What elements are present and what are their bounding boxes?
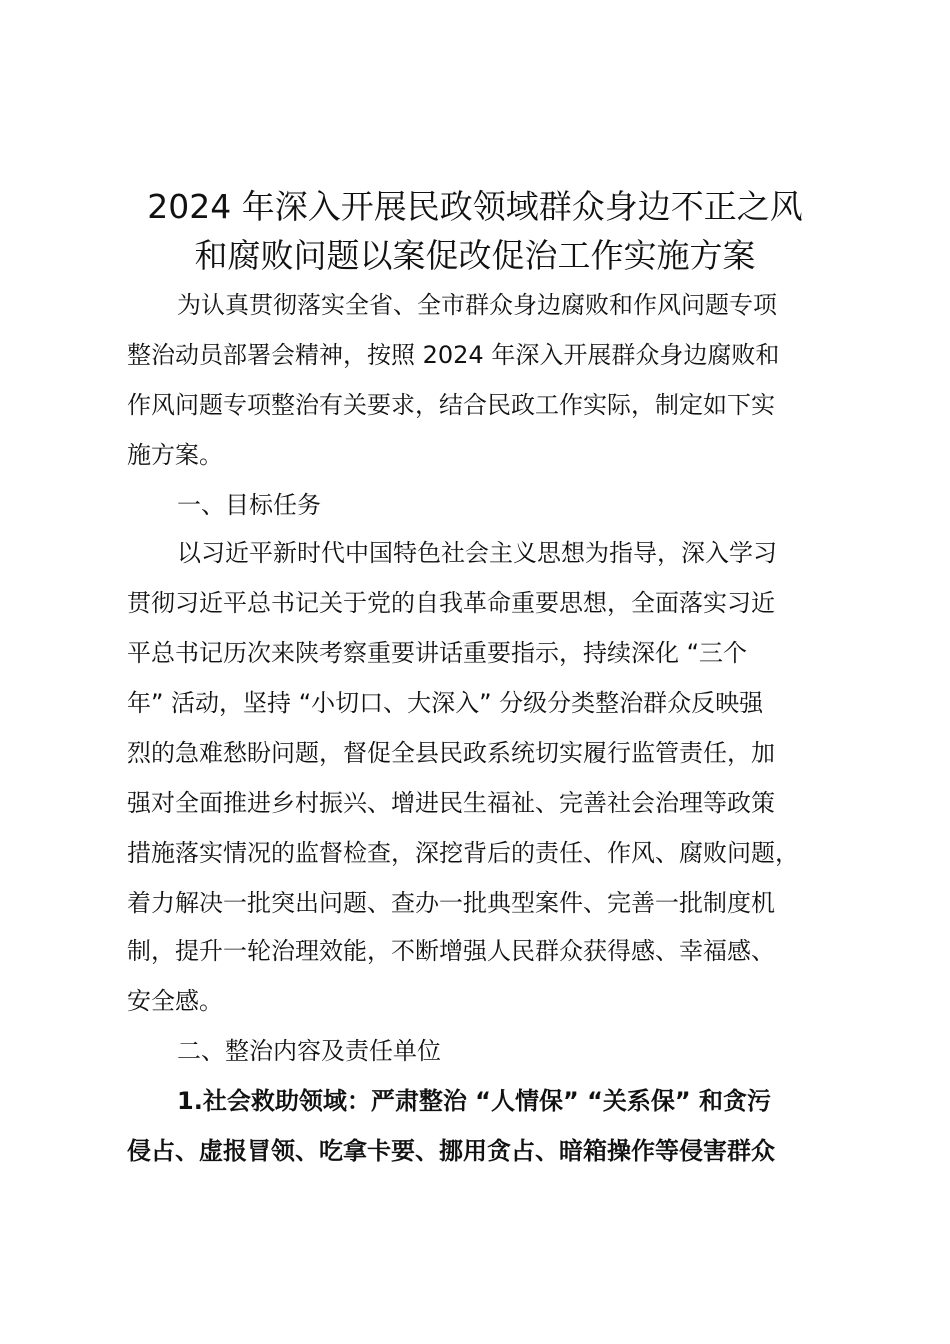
paragraph-line: 强对全面推进乡村振兴、增进民生福祉、完善社会治理等政策 <box>127 789 775 817</box>
section-heading-2: 二、整治内容及责任单位 <box>177 1037 441 1065</box>
section-heading-1: 一、目标任务 <box>177 491 321 519</box>
document-title-line-1: 2024 年深入开展民政领域群众身边不正之风 <box>147 187 803 226</box>
paragraph-line: 施方案。 <box>127 441 223 469</box>
paragraph-line: 着力解决一批突出问题、查办一批典型案件、完善一批制度机 <box>127 889 775 917</box>
paragraph-line: 措施落实情况的监督检查，深挖背后的责任、作风、腐败问题， <box>127 839 799 867</box>
paragraph-line: 整治动员部署会精神，按照 2024 年深入开展群众身边腐败和 <box>127 341 780 369</box>
paragraph-line: 作风问题专项整治有关要求，结合民政工作实际，制定如下实 <box>127 391 775 419</box>
paragraph-line: 制，提升一轮治理效能，不断增强人民群众获得感、幸福感、 <box>127 937 775 965</box>
paragraph-line: 年” 活动，坚持 “小切口、大深入” 分级分类整治群众反映强 <box>127 689 764 717</box>
bold-item-line: 1.社会救助领域：严肃整治 “人情保” “关系保” 和贪污 <box>177 1087 771 1115</box>
bold-item-line: 侵占、虚报冒领、吃拿卡要、挪用贪占、暗箱操作等侵害群众 <box>127 1137 775 1165</box>
paragraph-line: 贯彻习近平总书记关于党的自我革命重要思想，全面落实习近 <box>127 589 775 617</box>
paragraph-line: 以习近平新时代中国特色社会主义思想为指导，深入学习 <box>177 539 777 567</box>
paragraph-line: 安全感。 <box>127 987 223 1015</box>
paragraph-line: 烈的急难愁盼问题，督促全县民政系统切实履行监管责任，加 <box>127 739 775 767</box>
paragraph-line: 为认真贯彻落实全省、全市群众身边腐败和作风问题专项 <box>177 291 777 319</box>
document-title-line-2: 和腐败问题以案促改促治工作实施方案 <box>194 236 756 275</box>
paragraph-line: 平总书记历次来陕考察重要讲话重要指示，持续深化 “三个 <box>127 639 748 667</box>
